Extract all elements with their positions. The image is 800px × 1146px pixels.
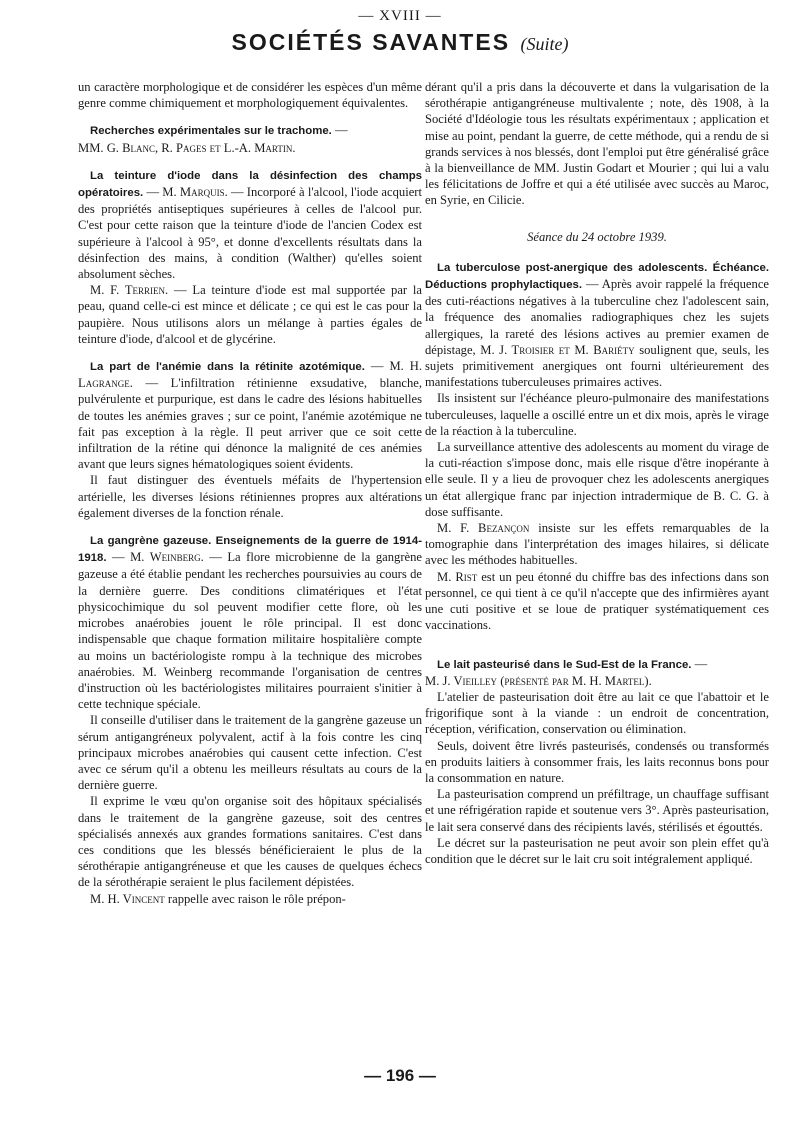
roman-page-numeral: — XVIII —	[358, 8, 442, 24]
author: M. Rist	[437, 569, 478, 584]
continued-paragraph: dérant qu'il a pris dans la découverte et dans la vulgarisation de la sérothérapie antigangréneuse multivalente ; note, dès 1908, à la Société d'Idéologie tous les résultats expérimentaux ; application et mise au point, pendant la guerre, de cette méthode, qui a rendu de si grands services à nos blessés, dont l'emploi put être généralisé grâce à la bienveillance de MM. Justin Godart et Mourier ; qui lui a valu les félicitations de Joffre et qui a été utilisée avec succès au Maroc, en Syrie, en Cilicie.	[425, 80, 769, 208]
paragraph: L'atelier de pasteurisation doit être au lait ce que l'abattoir et le frigorifique sont à la viande : un endroit de concentration, réception, vérification, conservation ou élimination.	[425, 689, 769, 737]
paragraph	[78, 891, 422, 907]
section-anemie: La part de l'anémie dans la rétinite azotémique. — M. H. Lagrange. — L'infiltration rétinienne exsudative, blanche, pulvérulente et purpurique, est dans le cadre des lésions habituelles de toutes les anémies graves ; sur ce point, l'anémie azotémique ne fait pas exception à la règle. Il peut arriver que ce soit cette infiltration de la rétine qui dénonce la malignité de ces anémies avant que leurs signes hématologiques soient évidents.	[78, 359, 422, 472]
paragraph: Seuls, doivent être livrés pasteurisés, condensés ou transformés en produits laitiers à consommer frais, les laits reconnus bons pour la consommation en nature.	[425, 738, 769, 785]
right-column	[425, 79, 769, 1059]
intro-paragraph: un caractère morphologique et de considérer les espèces d'un même genre comme chimiquement et morphologiquement équivalentes.	[78, 80, 422, 111]
title-dash: —	[331, 123, 348, 138]
section-teinture-iode: La teinture d'iode dans la désinfection des champs opératoires. — M. Marquis. — Incorporé à l'alcool, l'iode acquiert des propriétés antiseptiques supérieures à celles de l'alcool pur. C'est pour cette raison que la teinture d'iode de l'ancien Codex est supérieure à l'alcool à 95°, et donne d'excellents résultats dans la désinfection des mains, à condition (Walther) qu'elles soient absolument sèches.	[78, 169, 422, 282]
paragraph: Incorporé à l'alcool, l'iode acquiert des propriétés antiseptiques supérieures à celles de l'alcool pur. C'est pour cette raison que la teinture d'iode de l'ancien Codex est supérieure à l'alcool à 95°, et donne d'excellents résultats dans la désinfection des mains, à condition (Walther) qu'elles soient absolument sèches.	[78, 185, 422, 282]
paragraph-text: Après avoir rappelé la fréquence des cuti-réactions négatives à la tuberculine chez l'adolescent sain, la fréquence des anomalies radiographiques chez les sujets allergiques, la rareté des lésions actives au premier examen de dépistage,	[425, 277, 769, 357]
section-title: La part de l'anémie dans la rétinite azotémique.	[90, 361, 365, 374]
left-column	[78, 79, 422, 1059]
session-date: Séance du 24 octobre 1939.	[527, 229, 667, 244]
author: M. J. Troisier et M. Bariéty	[480, 342, 635, 357]
page-title: SOCIÉTÉS SAVANTES	[231, 29, 511, 55]
section-trachome	[78, 122, 422, 139]
section-title: La teinture d'iode dans la désinfection des champs opératoires.	[78, 169, 422, 200]
section-title: La tuberculose post-anergique des adolescents. Échéance. Déductions prophylactiques.	[425, 261, 769, 292]
author: M. H. Lagrange.	[78, 359, 422, 391]
section-title: La gangrène gazeuse. Enseignements de la guerre de 1914-1918.	[78, 535, 422, 565]
paragraph: Le décret sur la pasteurisation ne peut avoir son plein effet qu'à condition que le décret sur le lait cru soit intégralement appliqué.	[425, 835, 769, 866]
section-lait-pasteurise: Le lait pasteurisé dans le Sud-Est de la France. —	[437, 656, 708, 671]
paragraph: La surveillance attentive des adolescents au moment du virage de la cuti-réaction s'impose donc, mais elle risque d'être inopérante à elle seule. Il y a lieu de provoquer chez les adolescents anergiques un état allergique franc par injection intradermique de B. C. G. à dose suffisante.	[425, 440, 769, 519]
author: M. Weinberg.	[130, 550, 204, 565]
section-authors	[78, 140, 422, 156]
section-title: Le lait pasteurisé dans le Sud-Est de la France.	[437, 658, 692, 671]
paragraph: La flore microbienne de la gangrène gazeuse a été établie pendant les recherches poursuivies au cours de la dernière guerre. Des conditions climatériques et l'état physicochimique du sol peuvent modifier cette flore, où les microbes anaérobies jouent le rôle principal. Il est donc indispensable que chaque formation militaire hospitalière compte au moins un bactériologiste rompu à la technique des microbes anaérobies. M. Weinberg recommande l'organisation de centres d'instruction où les bactériologistes militaires pourraient s'initier à cette technique spéciale.	[78, 550, 422, 712]
authors: M. J. Vieilley (présenté par M. H. Martel).	[425, 673, 652, 688]
authors: MM. G. Blanc, R. Pages et L.-A. Martin.	[78, 140, 296, 155]
paragraph: Il faut distinguer des éventuels méfaits de l'hypertension artérielle, les diverses lésions rétiniennes propres aux altérations également diverses de la fonction rénale.	[78, 473, 422, 520]
paragraph: M. F. Terrien. — La teinture d'iode est mal supportée par la peau, quand celle-ci est mince et délicate ; ce qui est le cas pour la paupière. Nous utilisons alors un mélange à parties égales de teinture d'iode, d'alcool et de glycérine.	[78, 283, 422, 346]
paragraph: Il exprime le vœu qu'on organise soit des hôpitaux spécialisés dans le traitement de la gangrène gazeuse, soit des centres spécialisés annexés aux grandes formations sanitaires. C'est dans ces conditions que les blessés bénéficieraient le plus de la sérothérapie antigangréneuse et que les causes de quelques échecs de la sérothérapie seraient le plus facilement dépistées.	[78, 794, 422, 890]
paragraph: La pasteurisation comprend un préfiltrage, un chauffage suffisant et une réfrigération rapide et soutenue vers 3°. Après pasteurisation, le lait sera conservé dans des récipients lavés, stérilisés et égouttés.	[425, 787, 769, 834]
author: M. F. Terrien.	[90, 283, 169, 298]
paragraph	[425, 520, 769, 569]
paragraph-text: insiste sur les effets remarquables de la tomographie dans l'interprétation des images hilaires, si délicate avec les méthodes habituelles.	[425, 521, 769, 568]
paragraph: Ils insistent sur l'échéance pleuro-pulmonaire des manifestations tuberculeuses, laquelle a oscillé entre un et dix mois, après le virage de la réaction à la tuberculine.	[425, 391, 769, 438]
author: M. H. Vincent	[90, 891, 165, 906]
paragraph: Il conseille d'utiliser dans le traitement de la gangrène gazeuse un sérum antigangréneux polyvalent, actif à la fois contre les cinq principaux microbes anaérobies qui causent cette infection. C'est avec ce sérum qu'il a obtenu les meilleurs résultats au cours de la dernière guerre.	[78, 713, 422, 793]
page-number: — 196 —	[364, 1066, 436, 1085]
page-header	[0, 29, 800, 56]
section-authors	[425, 673, 769, 689]
section-title: Recherches expérimentales sur le trachome.	[90, 125, 332, 138]
paragraph-text: soulignent que, seuls, les sujets primitivement anergiques ont fourni ultérieurement des manifestations tuberculeuses primaires actives.	[425, 342, 769, 390]
paragraph-text: rappelle avec raison le rôle prépon-	[167, 891, 346, 906]
author: M. F. Bezançon	[437, 521, 530, 536]
page-title-suffix: (Suite)	[520, 34, 569, 54]
paragraph-text: La teinture d'iode est mal supportée par la peau, quand celle-ci est mince et délicate ; ce qui est le cas pour la paupière. Nous utilisons alors un mélange à parties égales de teinture d'iode, d'alcool et de glycérine.	[78, 283, 422, 346]
paragraph: L'infiltration rétinienne exsudative, blanche, pulvérulente et purpurique, est dans le cadre des lésions habituelles de toutes les anémies graves ; sur ce point, l'anémie azotémique ne fait pas exception à la règle. Il peut arriver que ce soit cette infiltration de la rétine qui dénonce la malignité de ces anémies avant que leurs signes hématologiques soient évidents.	[78, 376, 422, 472]
paragraph-text: est un peu étonné du chiffre bas des infections dans son personnel, ce qui tient à ce qu'il n'accepte que des infirmières ayant une cuti positive et se loue de pratiquer systématiquement ces vaccinations.	[425, 569, 769, 633]
paragraph	[425, 569, 769, 634]
section-tuberculose: La tuberculose post-anergique des adolescents. Échéance. Déductions prophylactiques. — Après avoir rappelé la fréquence des cuti-réactions négatives à la tuberculine chez l'adolescent sain, la fréquence des anomalies radiographiques chez les sujets allergiques, la rareté des lésions actives au premier examen de dépistage, M. J. Troisier et M. Bariéty soulignent que, seuls, les sujets primitivement anergiques ont fourni ultérieurement des manifestations tuberculeuses primaires actives.	[425, 261, 769, 390]
author: M. Marquis.	[162, 185, 228, 200]
section-gangrene: La gangrène gazeuse. Enseignements de la guerre de 1914-1918. — M. Weinberg. — La flore microbienne de la gangrène gazeuse a été établie pendant les recherches poursuivies au cours de la dernière guerre. Des conditions climatériques et l'état physicochimique du sol peuvent modifier cette flore, où les microbes anaérobies jouent le rôle principal. Il est donc indispensable que chaque formation militaire hospitalière compte au moins un bactériologiste rompu à la technique des microbes anaérobies. M. Weinberg recommande l'organisation de centres d'instruction où les bactériologistes militaires pourraient s'initier à cette technique spéciale.	[78, 535, 422, 712]
